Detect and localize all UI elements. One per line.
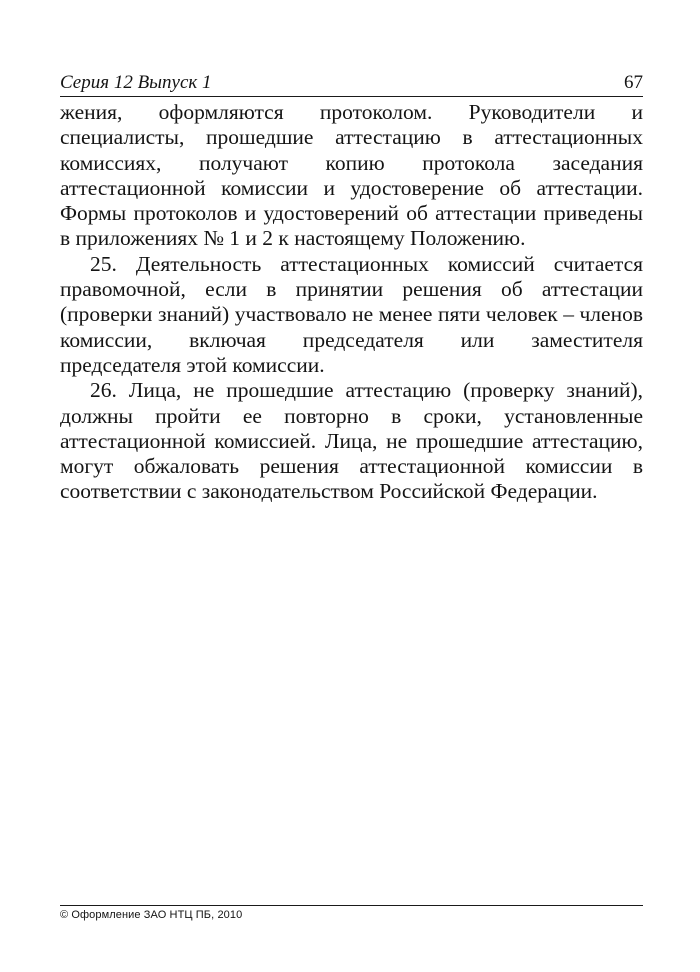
- copyright-notice: © Оформление ЗАО НТЦ ПБ, 2010: [60, 909, 243, 921]
- page-header: [60, 70, 643, 97]
- body-text: [60, 100, 643, 505]
- paragraph-25: 25. Деятельность аттестационных комиссий считается правомочной, если в принятии решения об аттестации (проверки знаний) участвовало не менее пяти человек – членов комиссии, включая председателя или заместителя председателя этой комиссии.: [60, 251, 643, 377]
- paragraph-continuation: жения, оформляются протоколом. Руководители и специалисты, прошедшие аттестацию в аттестационных комиссиях, получают копию протокола заседания аттестационной комиссии и удостоверение об аттестации. Формы протоколов и удостоверений об аттестации приведены в приложениях № 1 и 2 к настоящему Положению.: [60, 100, 643, 251]
- series-title: Серия 12 Выпуск 1: [60, 72, 212, 93]
- page-number: 67: [624, 72, 643, 93]
- page-footer: [60, 905, 643, 921]
- paragraph-26: 26. Лица, не прошедшие аттестацию (проверку знаний), должны пройти ее повторно в сроки, установленные аттестационной комиссией. Лица, не прошедшие аттестацию, могут обжаловать решения аттестационной комиссии в соответствии с законодательством Российской Федерации.: [60, 378, 643, 504]
